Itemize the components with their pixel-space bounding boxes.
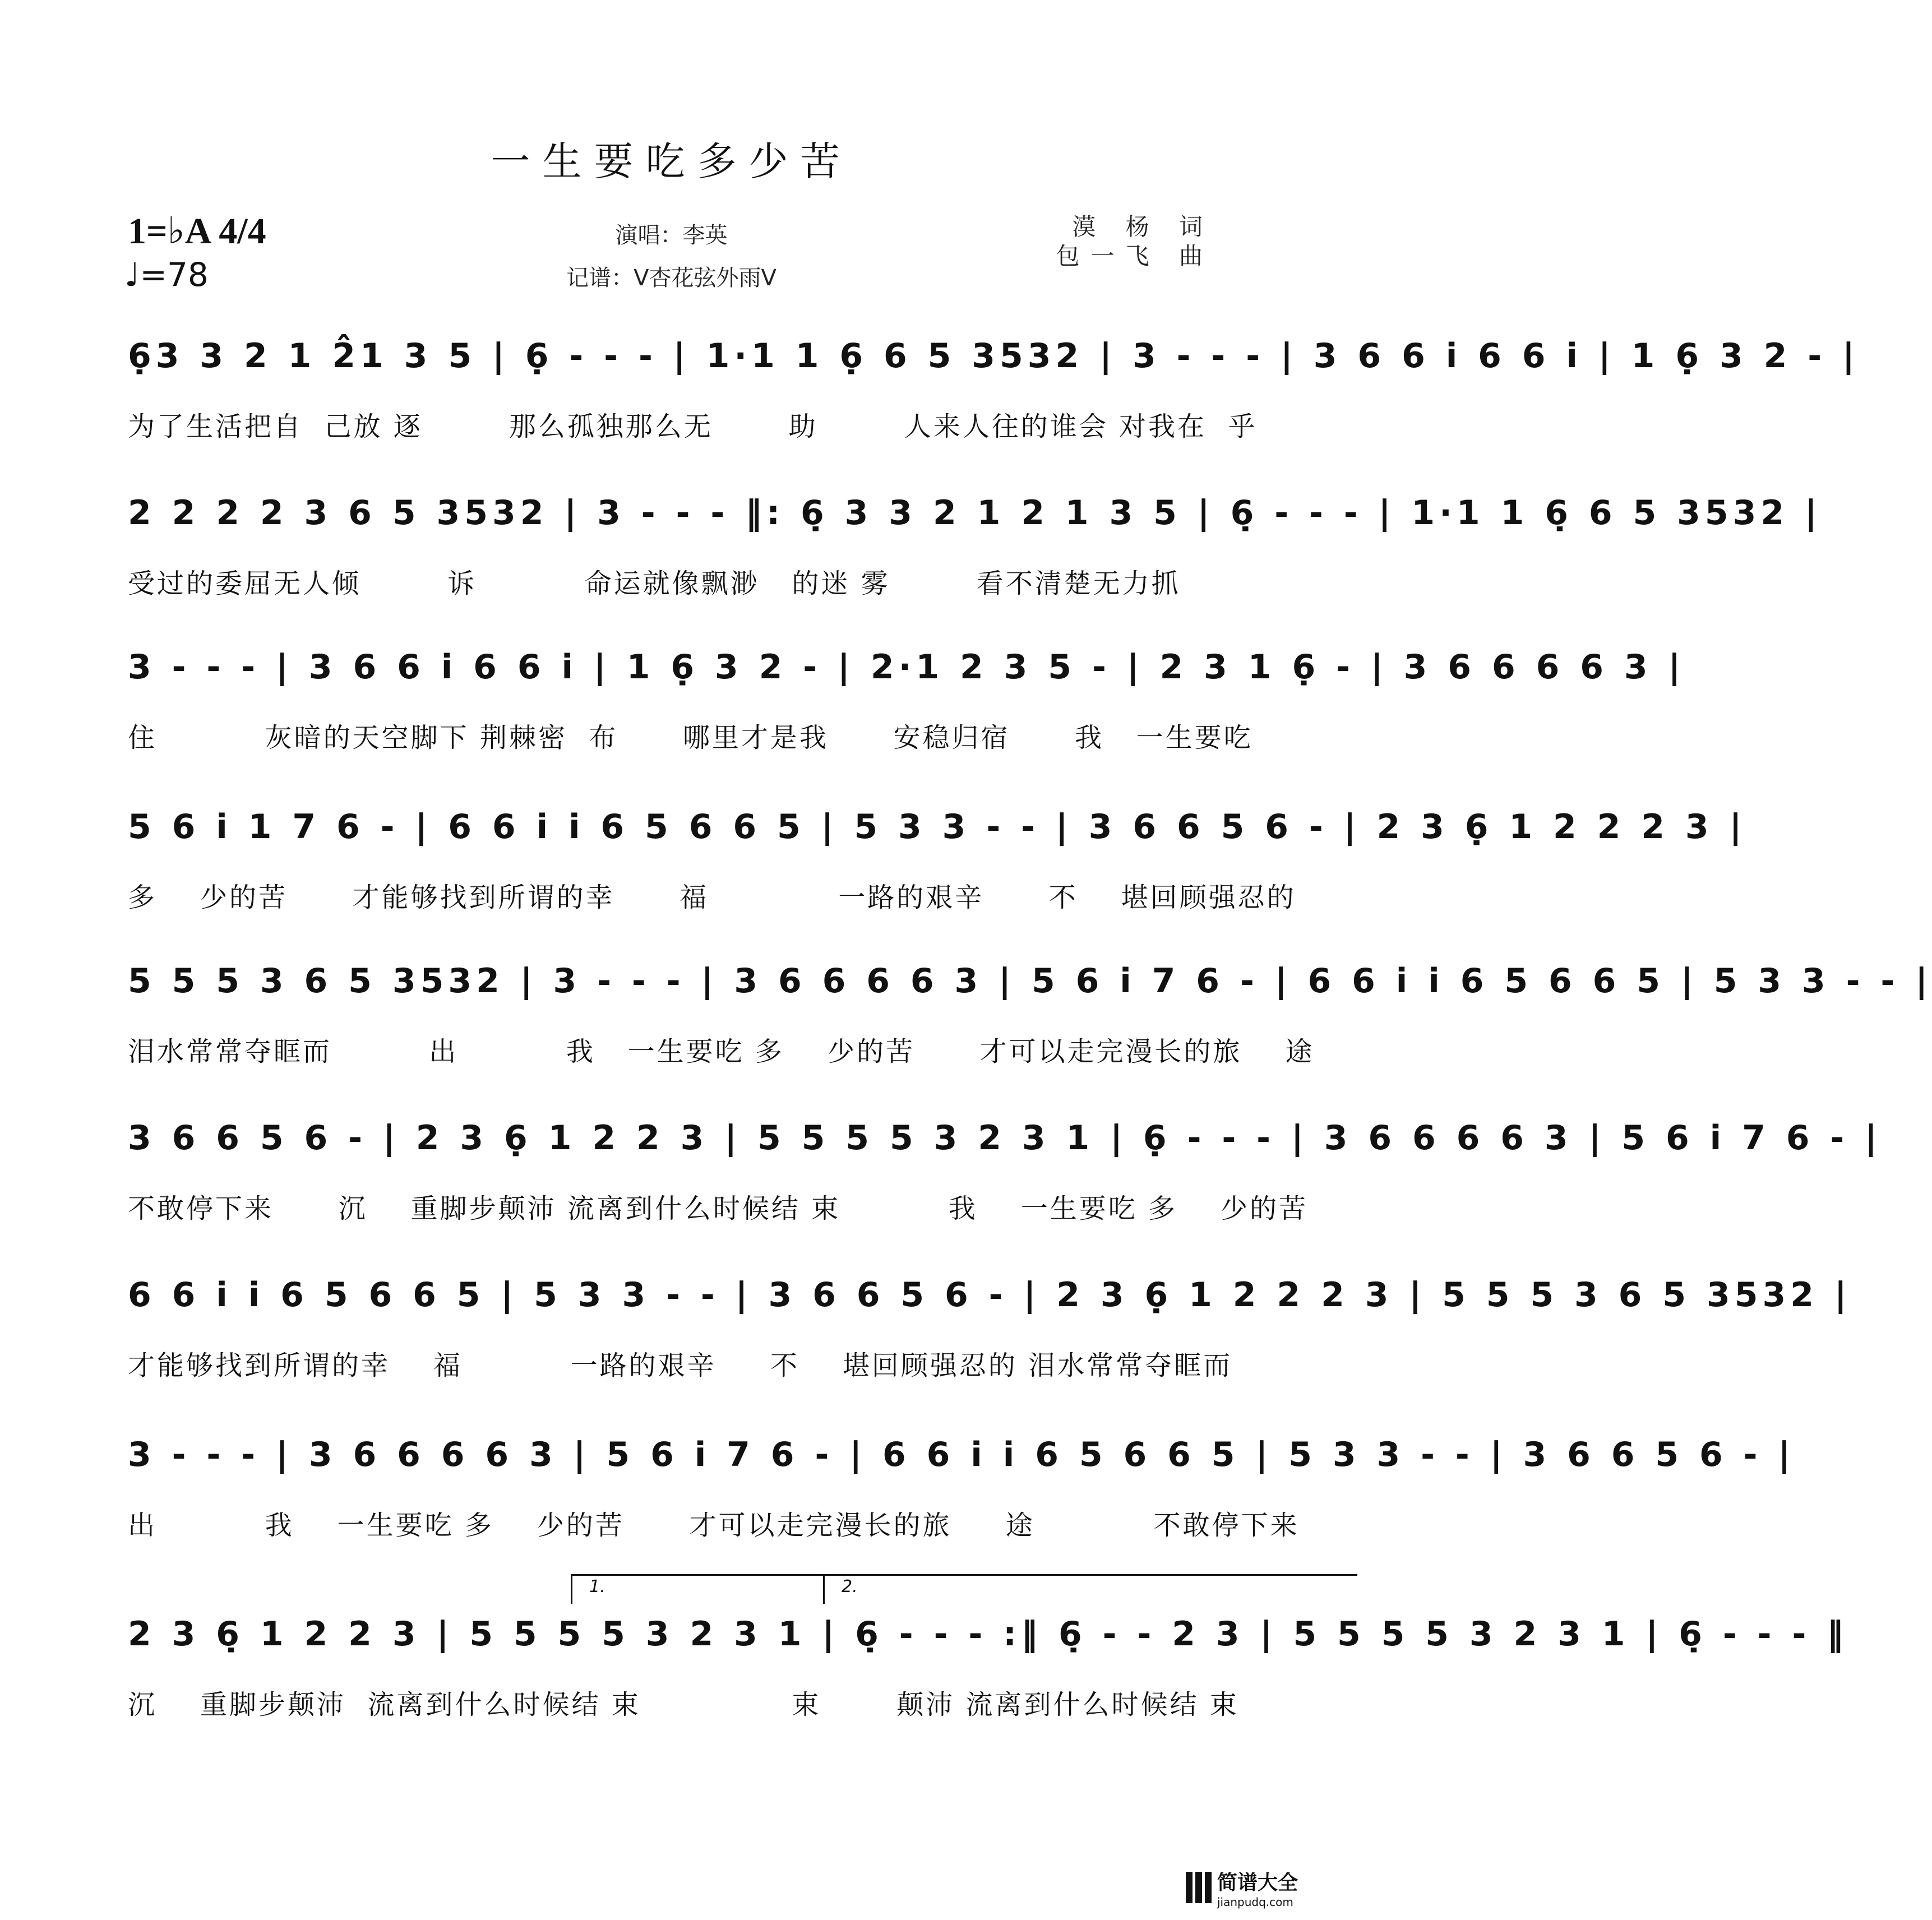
site-logo <box>1186 1865 1332 1910</box>
lyrics-line: 不敢停下来 沉 重脚步颠沛 流离到什么时候结 束 我 一生要吃 多 少的苦 <box>128 1193 1308 1224</box>
volta-2: 2. <box>823 1574 1357 1604</box>
tempo-marking: ♩=78 <box>124 256 209 294</box>
notation-line: 2 3 6̣ 1 2 2 3 | 5 5 5 5 3 2 3 1 | 6̣ - - - :‖ 6̣ - - 2 3 | 5 5 5 5 3 2 3 1 | 6̣ - - - ‖ <box>128 1614 1848 1654</box>
logo-url: jianpudq.com <box>1217 1895 1293 1909</box>
lyrics-line: 多 少的苦 才能够找到所谓的幸 福 一路的艰辛 不 堪回顾强忍的 <box>128 882 1296 913</box>
notation-line: 2 2 2 2 3 6 5 3532 | 3 - - - ‖: 6̣ 3 3 2 1 2 1 3 5 | 6̣ - - - | 1·1 1 6̣ 6 5 3532 | <box>128 493 1822 533</box>
notation-line: 6 6 i i 6 5 6 6 5 | 5 3 3 - - | 3 6 6 5 6 - | 2 3 6̣ 1 2 2 2 3 | 5 5 5 3 6 5 3532 | <box>128 1275 1851 1315</box>
notation-line: 3 6 6 5 6 - | 2 3 6̣ 1 2 2 3 | 5 5 5 5 3 2 3 1 | 6̣ - - - | 3 6 6 6 6 3 | 5 6 i 7 6 - | <box>128 1118 1882 1158</box>
lyrics-line: 才能够找到所谓的幸 福 一路的艰辛 不 堪回顾强忍的 泪水常常夺眶而 <box>128 1350 1233 1381</box>
page-title: 一生要吃多少苦 <box>491 138 852 184</box>
notation-line: 3 - - - | 3 6 6 i 6 6 i | 1 6̣ 3 2 - | 2·1 2 3 5 - | 2 3 1 6̣ - | 3 6 6 6 6 3 | <box>128 647 1685 687</box>
transcriber-credit: 记谱：V杏花弦外雨V <box>566 265 777 291</box>
lyrics-line: 受过的委屈无人倾 诉 命运就像飘渺 的迷 雾 看不清楚无力抓 <box>128 568 1181 599</box>
key-signature: 1=♭A 4/4 <box>128 211 266 252</box>
composer-credit: 包一飞 曲 <box>1056 242 1214 270</box>
lyrics-line: 为了生活把自 己放 逐 那么孤独那么无 助 人来人往的谁会 对我在 乎 <box>128 411 1258 442</box>
lyricist-credit: 漠 杨 词 <box>1072 213 1214 240</box>
lyrics-line: 沉 重脚步颠沛 流离到什么时候结 束 束 颠沛 流离到什么时候结 束 <box>128 1689 1239 1720</box>
notation-line: 5 6 i 1 7 6 - | 6 6 i i 6 5 6 6 5 | 5 3 3 - - | 3 6 6 5 6 - | 2 3 6̣ 1 2 2 2 3 | <box>128 807 1746 846</box>
notation-line: 5 5 5 3 6 5 3532 | 3 - - - | 3 6 6 6 6 3 | 5 6 i 7 6 - | 6 6 i i 6 5 6 6 5 | 5 3 3 - - | <box>128 961 1932 1001</box>
notation-line: 6̣3 3 2 1 2̂1 3 5 | 6̣ - - - | 1·1 1 6̣ 6 5 3532 | 3 - - - | 3 6 6 i 6 6 i | 1 6̣ 3 2 - | <box>128 336 1859 376</box>
logo-text: 简谱大全 <box>1217 1871 1298 1894</box>
lyrics-line: 住 灰暗的天空脚下 荆棘密 布 哪里才是我 安稳归宿 我 一生要吃 <box>128 722 1253 753</box>
singer-credit: 演唱：李英 <box>615 223 728 248</box>
lyrics-line: 泪水常常夺眶而 出 我 一生要吃 多 少的苦 才可以走完漫长的旅 途 <box>128 1036 1315 1067</box>
piano-keys-icon <box>1186 1872 1212 1903</box>
lyrics-line: 出 我 一生要吃 多 少的苦 才可以走完漫长的旅 途 不敢停下来 <box>128 1510 1300 1541</box>
notation-line: 3 - - - | 3 6 6 6 6 3 | 5 6 i 7 6 - | 6 6 i i 6 5 6 6 5 | 5 3 3 - - | 3 6 6 5 6 - | <box>128 1435 1795 1474</box>
volta-1: 1. <box>571 1574 830 1604</box>
